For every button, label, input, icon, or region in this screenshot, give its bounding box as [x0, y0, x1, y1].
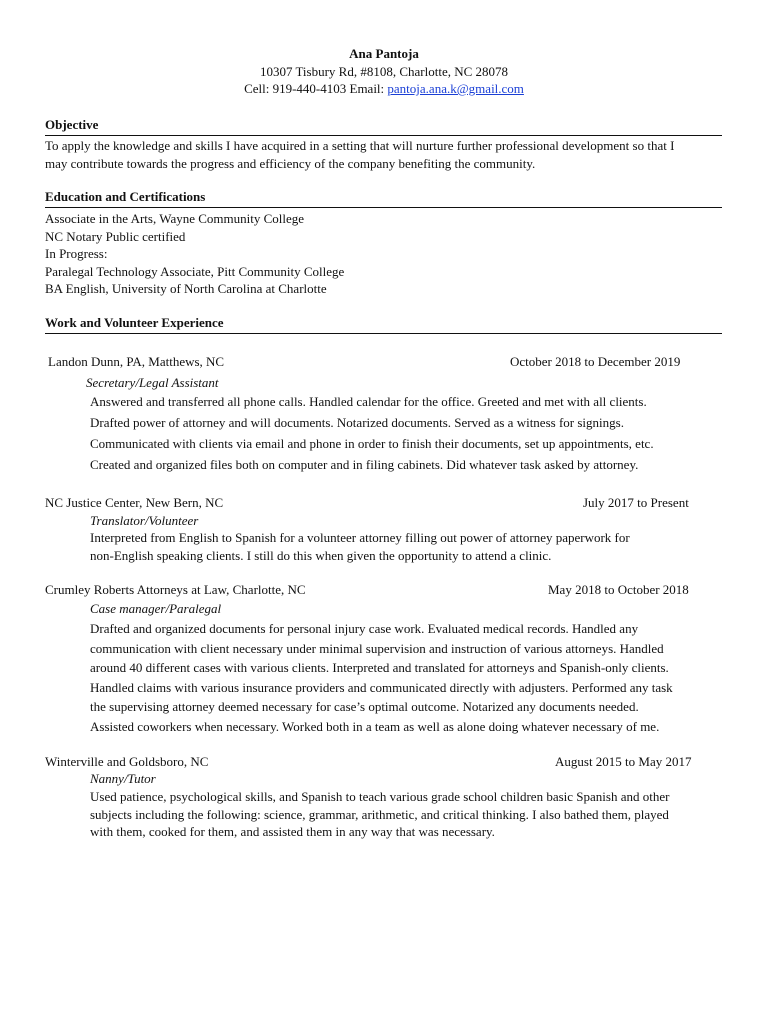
job-dates: July 2017 to Present [583, 495, 689, 510]
job-description [90, 391, 715, 475]
job-duty-line: around 40 different cases with various clients. Interpreted and translated for attorneys and Spanish-only clients. [90, 660, 669, 676]
resume-header [0, 45, 768, 98]
experience-heading: Work and Volunteer Experience [45, 314, 722, 334]
job-role: Nanny/Tutor [90, 771, 156, 786]
education-item: BA English, University of North Carolina at Charlotte [45, 281, 327, 296]
job-duty-line: communication with client necessary under minimal supervision and instruction of various attorneys. Handled [90, 640, 664, 656]
job-role: Translator/Volunteer [90, 513, 199, 528]
job-duty-line: Used patience, psychological skills, and Spanish to teach various grade school children basic Spanish and other [90, 789, 670, 804]
contact-line [0, 80, 768, 98]
job-duty-line: Drafted power of attorney and will documents. Notarized documents. Served as a witness for signings. [90, 415, 624, 430]
job-role: Case manager/Paralegal [90, 601, 222, 616]
job-role: Secretary/Legal Assistant [86, 375, 219, 390]
job-duty-line: Handled claims with various insurance providers and communicated directly with adjusters. Performed any task [90, 679, 673, 695]
education-heading: Education and Certifications [45, 188, 722, 208]
objective-text [45, 137, 725, 172]
email-link[interactable]: pantoja.ana.k@gmail.com [387, 81, 524, 96]
job-duty-line: Drafted and organized documents for personal injury case work. Evaluated medical records. Handled any [90, 621, 639, 636]
job-duty-line: the supervising attorney deemed necessary for case’s optimal outcome. Notarized any documents needed. [90, 699, 639, 715]
job-dates: May 2018 to October 2018 [548, 582, 689, 597]
job-description [90, 788, 715, 841]
education-item: Paralegal Technology Associate, Pitt Community College [45, 263, 345, 279]
job-duty-line: Answered and transferred all phone calls. Handled calendar for the office. Greeted and met with all clients. [90, 394, 647, 409]
candidate-name: Ana Pantoja [349, 46, 419, 61]
job-employer: Landon Dunn, PA, Matthews, NC [48, 354, 225, 369]
objective-line: may contribute towards the progress and efficiency of the company benefiting the community. [45, 155, 536, 171]
job-duty-line: subjects including the following: science, grammar, arithmetic, and critical thinking. I also bathed them, played [90, 806, 669, 822]
job-dates: October 2018 to December 2019 [510, 354, 681, 369]
objective-heading: Objective [45, 116, 722, 136]
job-dates: August 2015 to May 2017 [555, 754, 692, 769]
candidate-address: 10307 Tisbury Rd, #8108, Charlotte, NC 28078 [259, 63, 509, 79]
job-employer: Crumley Roberts Attorneys at Law, Charlotte, NC [45, 582, 306, 597]
job-employer: Winterville and Goldsboro, NC [45, 754, 209, 769]
education-item: In Progress: [45, 246, 108, 261]
objective-line: To apply the knowledge and skills I have acquired in a setting that will nurture further professional development so that I [45, 138, 675, 153]
job-duty-line: Assisted coworkers when necessary. Worked both in a team as well as alone doing whatever necessary of me. [90, 718, 660, 734]
job-duty-line: non-English speaking clients. I still do this when given the opportunity to attend a clinic. [90, 547, 552, 563]
education-list [45, 210, 725, 298]
education-item: Associate in the Arts, Wayne Community College [45, 211, 305, 226]
job-description [90, 619, 715, 737]
job-employer: NC Justice Center, New Bern, NC [45, 495, 224, 510]
contact-phone: Cell: 919-440-4103 Email: [244, 81, 388, 96]
job-duty-line: Communicated with clients via email and phone in order to finish their documents, set up appointments, etc. [90, 436, 654, 451]
job-duty-line: with them, cooked for them, and assisted them in any way that was necessary. [90, 824, 495, 839]
job-duty-line: Interpreted from English to Spanish for a volunteer attorney filling out power of attorney paperwork for [90, 530, 630, 545]
education-item: NC Notary Public certified [45, 228, 186, 244]
job-description [90, 529, 715, 564]
job-duty-line: Created and organized files both on computer and in filing cabinets. Did whatever task asked by attorney. [90, 457, 639, 472]
